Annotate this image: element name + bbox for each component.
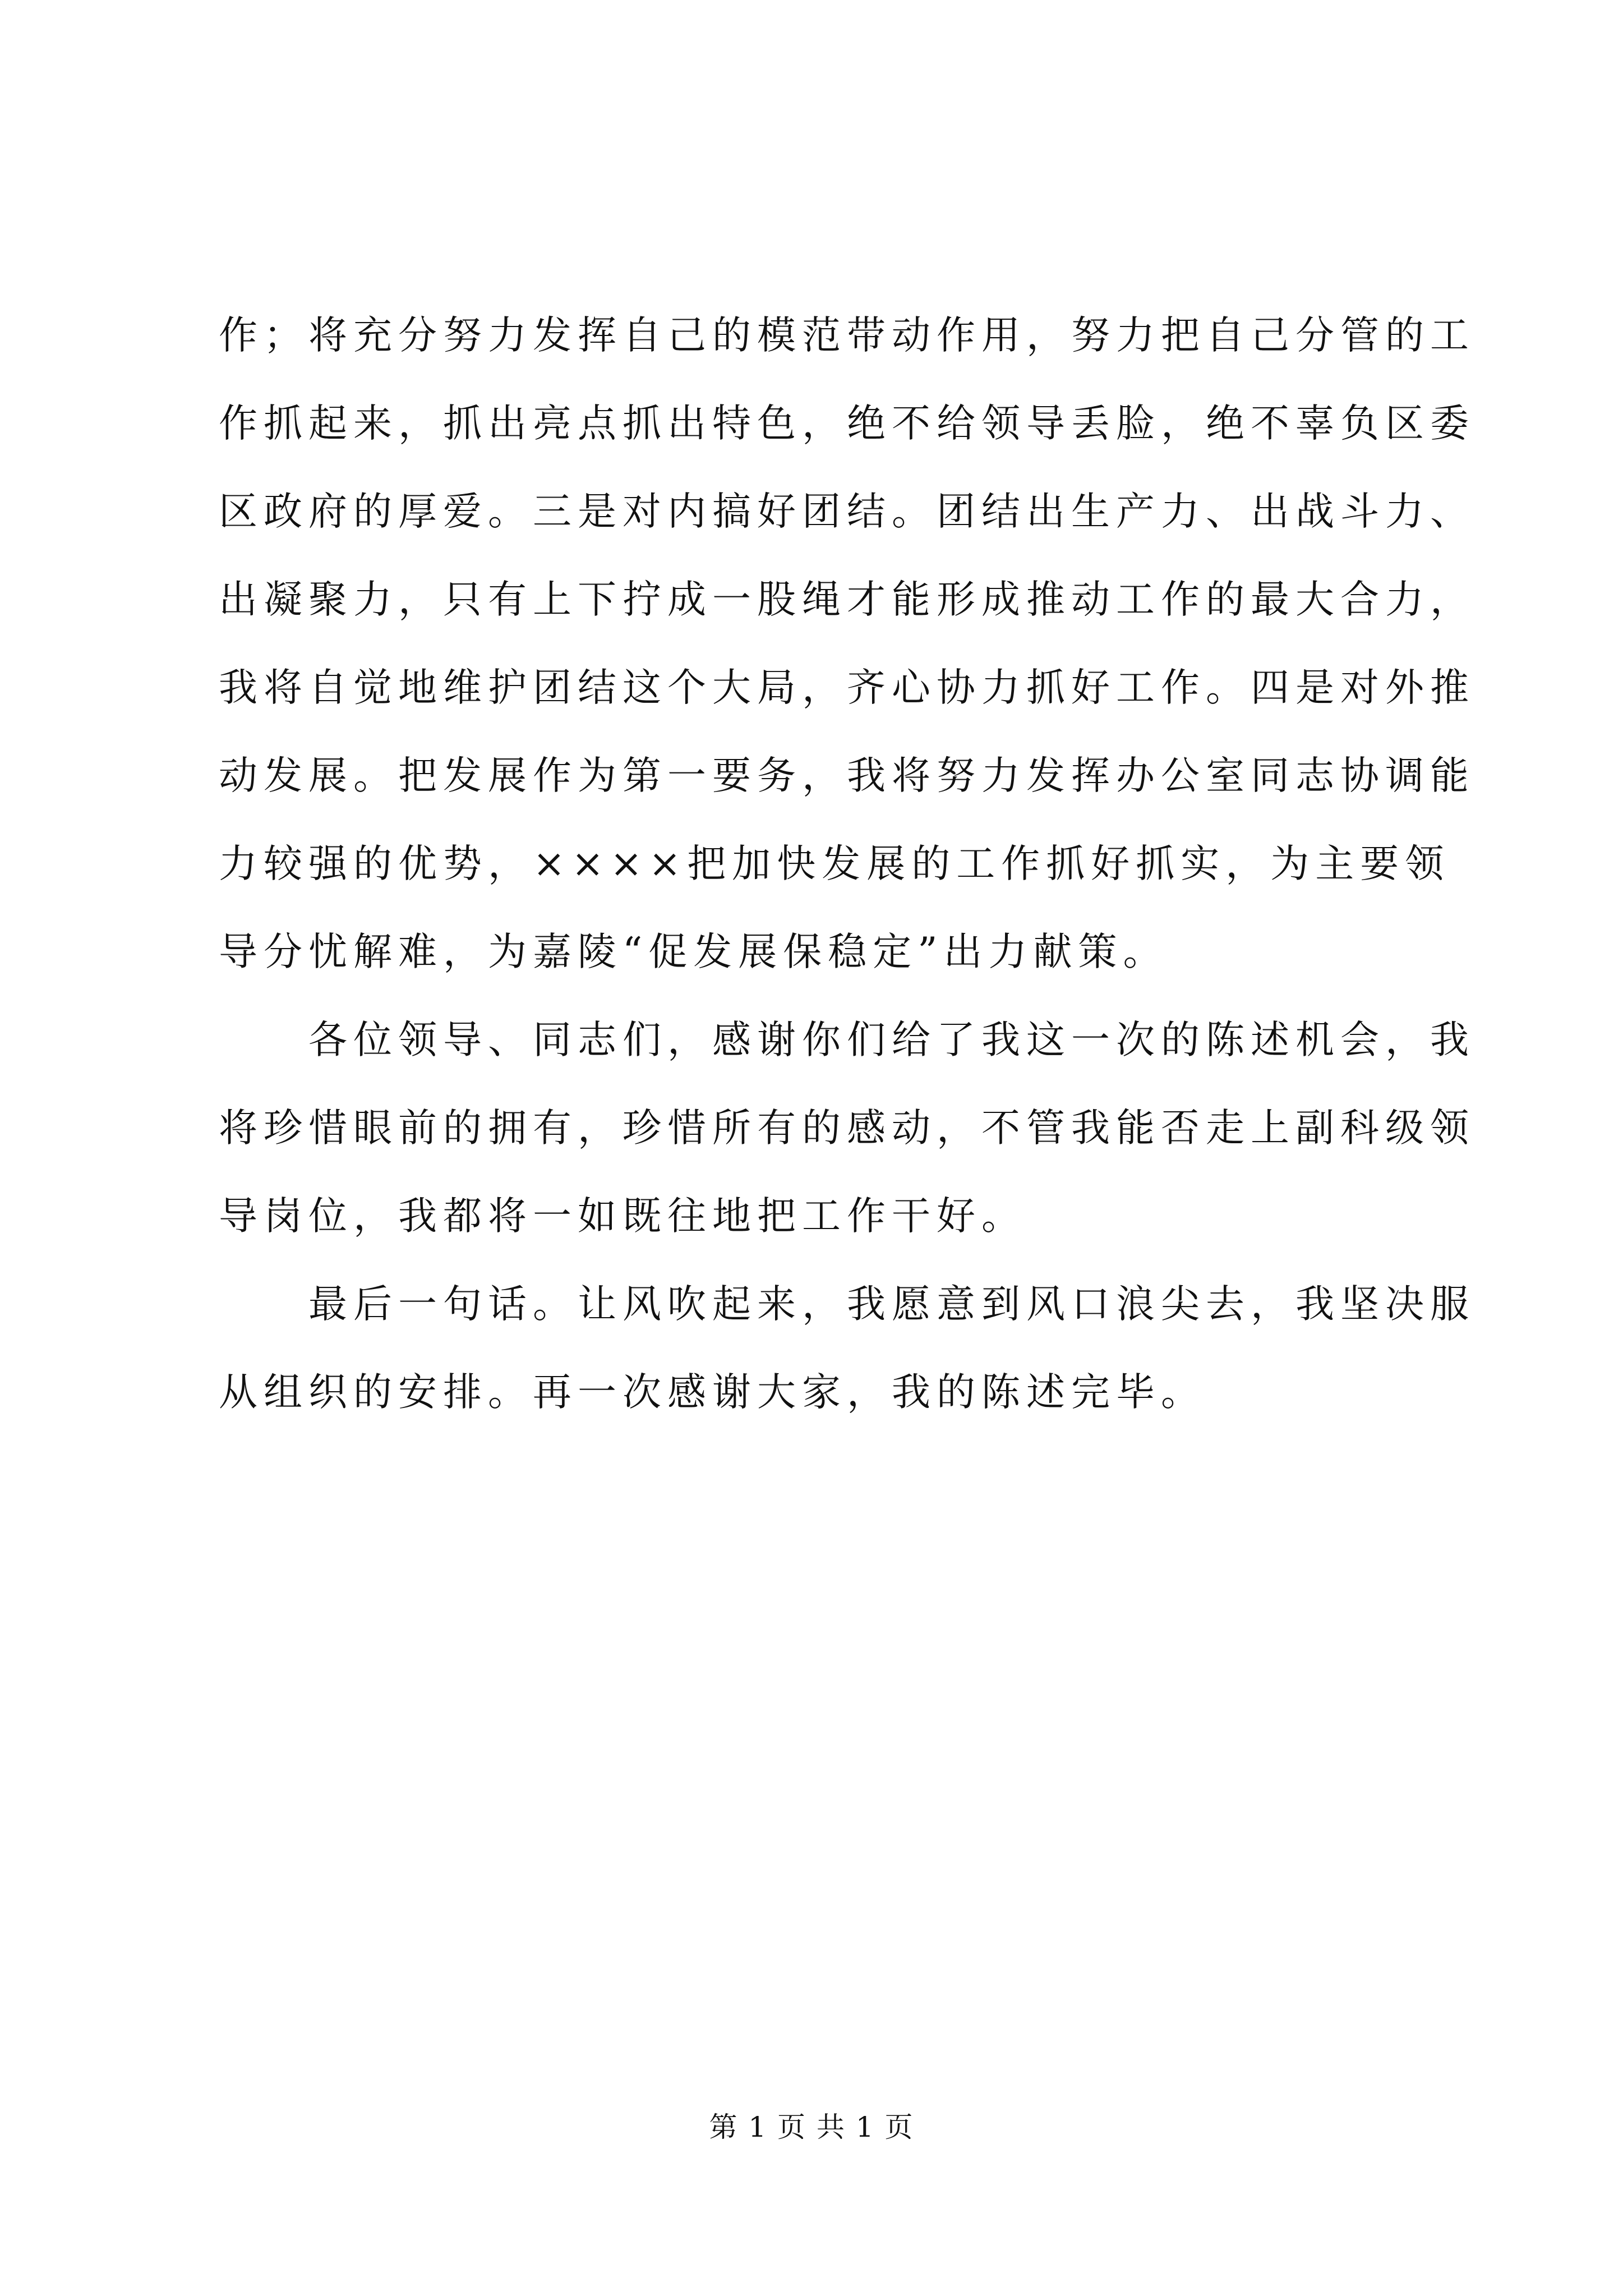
page-footer: 第 1 页 共 1 页 [709, 2111, 914, 2143]
text-line: 最后一句话。让风吹起来，我愿意到风口浪尖去，我坚决服 [219, 1282, 1475, 1327]
text-line: 我将自觉地维护团结这个大局，齐心协力抓好工作。四是对外推 [219, 665, 1475, 710]
text-line: 动发展。把发展作为第一要务，我将努力发挥办公室同志协调能 [219, 753, 1475, 798]
text-line: 作；将充分努力发挥自己的模范带动作用，努力把自己分管的工 [219, 313, 1475, 358]
paragraph [219, 1260, 1475, 1437]
document-body [219, 292, 1475, 1437]
text-line: 力较强的优势，××××把加快发展的工作抓好抓实，为主要领 [219, 841, 1450, 886]
text-line: 区政府的厚爱。三是对内搞好团结。团结出生产力、出战斗力、 [219, 489, 1475, 534]
text-line: 作抓起来，抓出亮点抓出特色，绝不给领导丢脸，绝不辜负区委 [219, 401, 1475, 446]
text-line: 将珍惜眼前的拥有，珍惜所有的感动，不管我能否走上副科级领 [219, 1106, 1475, 1151]
text-line: 出凝聚力，只有上下拧成一股绳才能形成推动工作的最大合力， [219, 577, 1475, 622]
text-line: 导岗位，我都将一如既往地把工作干好。 [219, 1194, 1026, 1239]
paragraph [219, 292, 1475, 996]
text-line: 从组织的安排。再一次感谢大家，我的陈述完毕。 [219, 1370, 1206, 1415]
text-line: 各位领导、同志们，感谢你们给了我这一次的陈述机会，我 [219, 1018, 1475, 1062]
paragraph [219, 996, 1475, 1260]
text-line: 导分忧解难，为嘉陵“促发展保稳定”出力献策。 [219, 930, 1168, 974]
